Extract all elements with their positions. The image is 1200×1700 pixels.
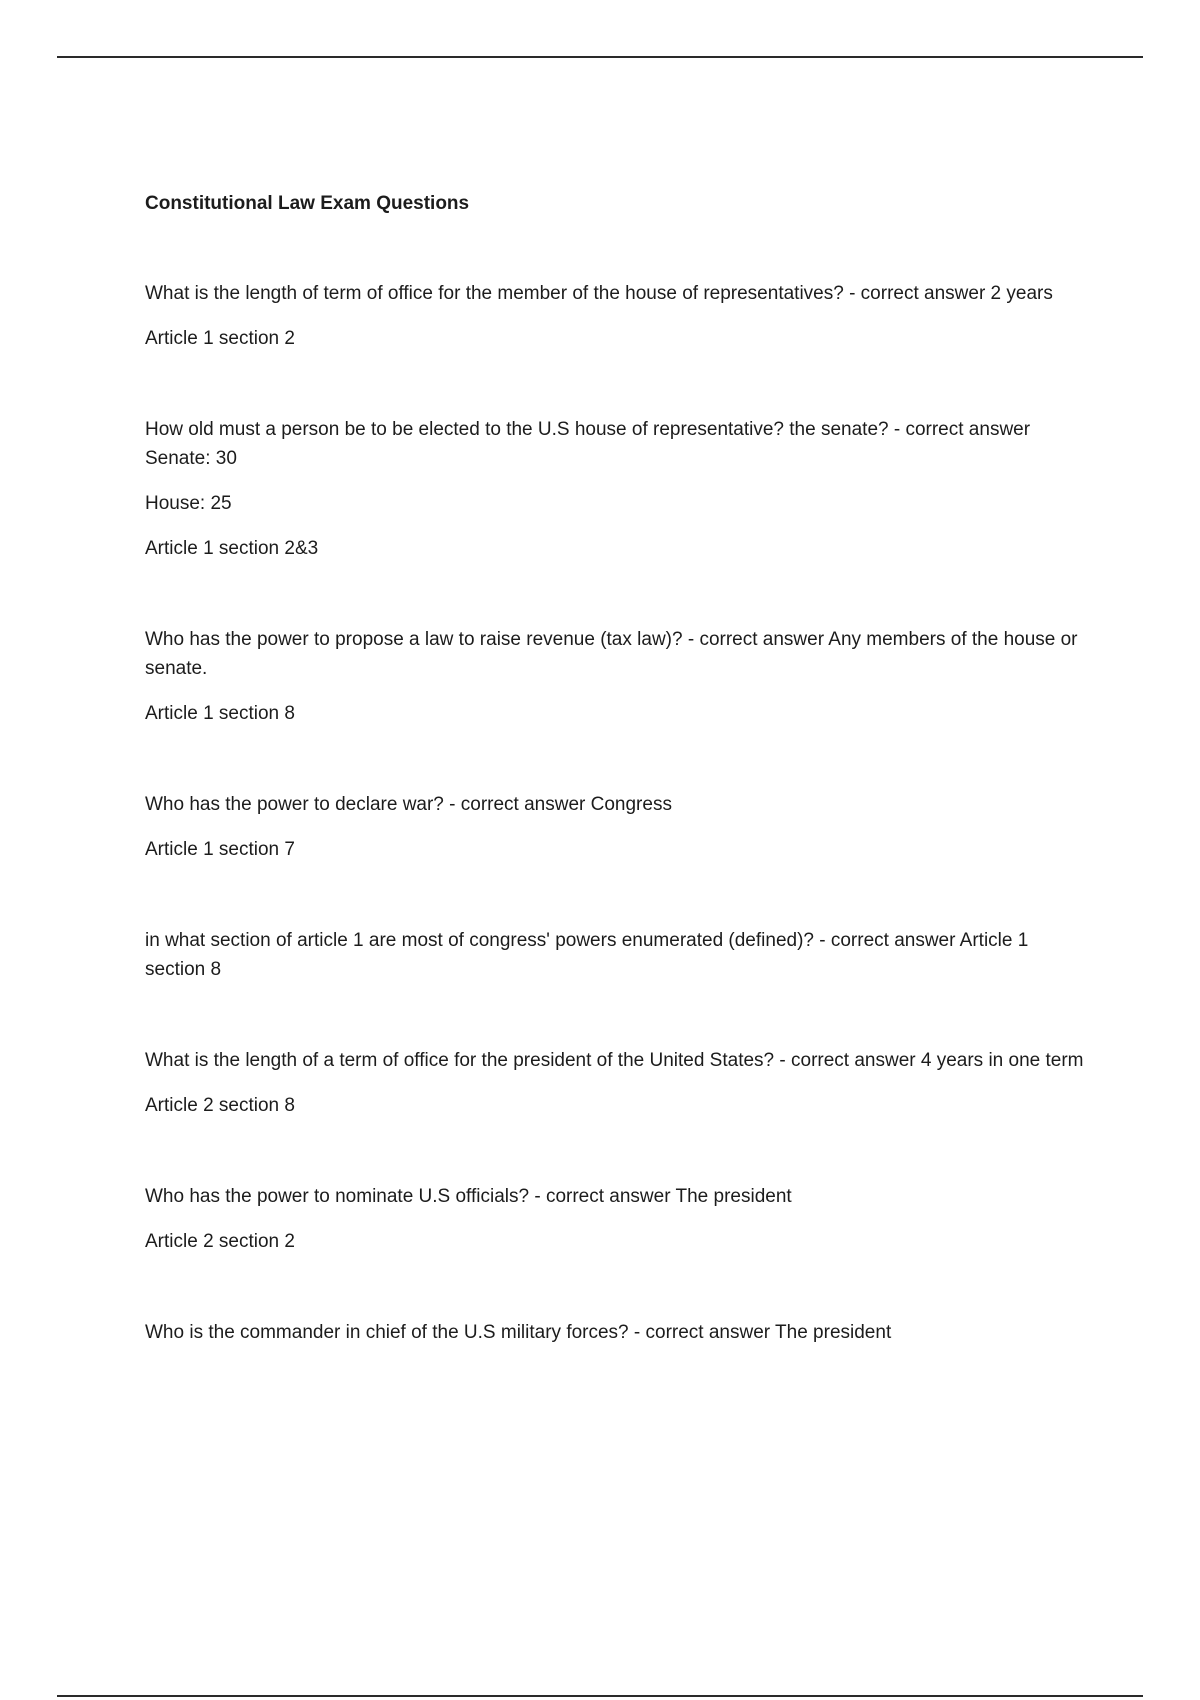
question-answer: Who has the power to nominate U.S officials? - correct answer The president — [145, 1186, 792, 1207]
question-answer: in what section of article 1 are most of congress' powers enumerated (defined)? - correct answer Article 1 section 8 — [145, 930, 1029, 980]
article-reference: Article 2 section 8 — [145, 1095, 295, 1116]
qa-item-8 — [145, 1318, 1085, 1347]
qa-item-4 — [145, 790, 1085, 864]
document-body — [145, 190, 1085, 1347]
question-answer: Who is the commander in chief of the U.S military forces? - correct answer The president — [145, 1322, 892, 1343]
article-reference: Article 2 section 2 — [145, 1231, 295, 1252]
article-reference: Article 1 section 2&3 — [145, 538, 319, 559]
qa-item-3 — [145, 625, 1085, 728]
document-title: Constitutional Law Exam Questions — [145, 193, 470, 214]
question-answer: Who has the power to declare war? - correct answer Congress — [145, 794, 672, 815]
qa-item-1 — [145, 279, 1085, 353]
article-reference: Article 1 section 2 — [145, 328, 295, 349]
question-answer: How old must a person be to be elected to the U.S house of representative? the senate? - correct answer Senate: 30 — [145, 419, 1031, 469]
footer-rule — [57, 1695, 1143, 1697]
article-reference: Article 1 section 8 — [145, 703, 295, 724]
question-answer: What is the length of a term of office for the president of the United States? - correct answer 4 years in one term — [145, 1050, 1084, 1071]
qa-item-5 — [145, 926, 1085, 984]
question-answer: Who has the power to propose a law to raise revenue (tax law)? - correct answer Any members of the house or senate. — [145, 629, 1078, 679]
question-answer: What is the length of term of office for the member of the house of representatives? - correct answer 2 years — [145, 283, 1053, 304]
qa-item-6 — [145, 1046, 1085, 1120]
qa-item-2 — [145, 415, 1085, 563]
header-rule — [57, 56, 1143, 58]
answer-continuation: House: 25 — [145, 493, 232, 514]
qa-item-7 — [145, 1182, 1085, 1256]
article-reference: Article 1 section 7 — [145, 839, 295, 860]
